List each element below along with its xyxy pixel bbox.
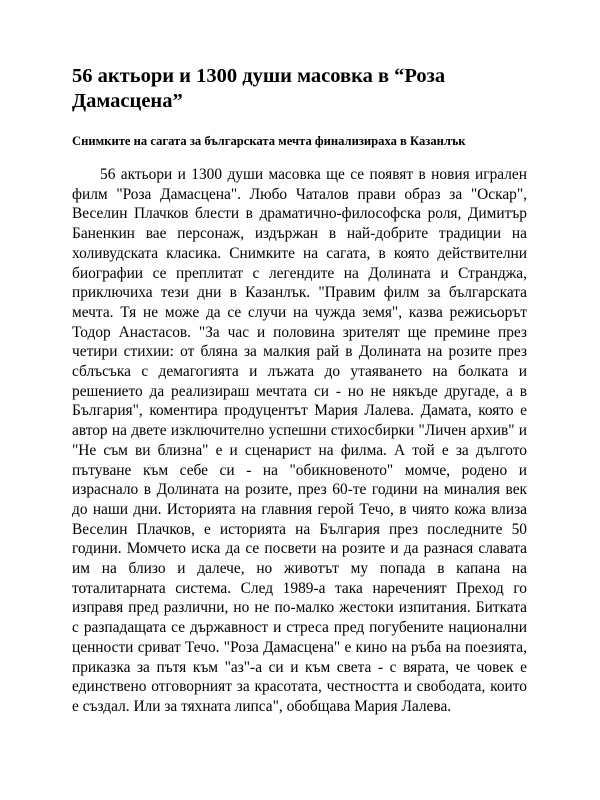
article-subtitle: Снимките на сагата за българската мечта финализираха в Казанлък — [72, 134, 466, 148]
article — [72, 64, 527, 717]
article-body: 56 актьори и 1300 души масовка ще се появят в новия игрален филм "Роза Дамасцена". Любо Чаталов прави образ за "Оскар", Веселин Плачков блести в драматично-философска роля, Димитър Баненкин вае персонаж, издържан в най-добрите традиции на холивудската класика. Снимките на сагата, в която действителни биографии се преплитат с легендите на Долината и Странджа, приключиха тези дни в Казанлък. "Правим филм за българската мечта. Тя не може да се случи на чужда земя", казва режисьорът Тодор Анастасов. "За час и половина зрителят ще премине през четири стихии: от бляна за малкия рай в Долината на розите през сблъсъка с демагогията и лъжата до утаяването на болката и решението да реализираш мечтата си - но не някъде другаде, а в България", коментира продуцентът Мария Лалева. Дамата, която е автор на двете изключително успешни стихосбирки "Личен архив" и "Не съм ви близна" е и сценарист на филма. А той е за дългото пътуване към себе си - на "обикновеното" момче, родено и израснало в Долината на розите, през 60-те години на миналия век до наши дни. Историята на главния герой Течо, в чиято кожа влиза Веселин Плачков, е историята на България през последните 50 години. Момчето иска да се посвети на розите и да разнася славата им на близо и далече, но животът му попада в капана на тоталитарната система. След 1989-а така нареченият Преход го изправя пред различни, но не по-малко жестоки изпитания. Битката с разпадащата се държавност и стреса пред погубените национални ценности сриват Течо. "Роза Дамасцена" е кино на ръба на поезията, приказка за пътя към "аз"-а си и към света - с вярата, че човек е единствено отговорният за красотата, честността и свободата, които е създал. Или за тяхната липса", обобщава Мария Лалева. — [72, 166, 527, 715]
article-title: 56 актьори и 1300 души масовка в “Роза Дамасцена” — [72, 65, 446, 112]
